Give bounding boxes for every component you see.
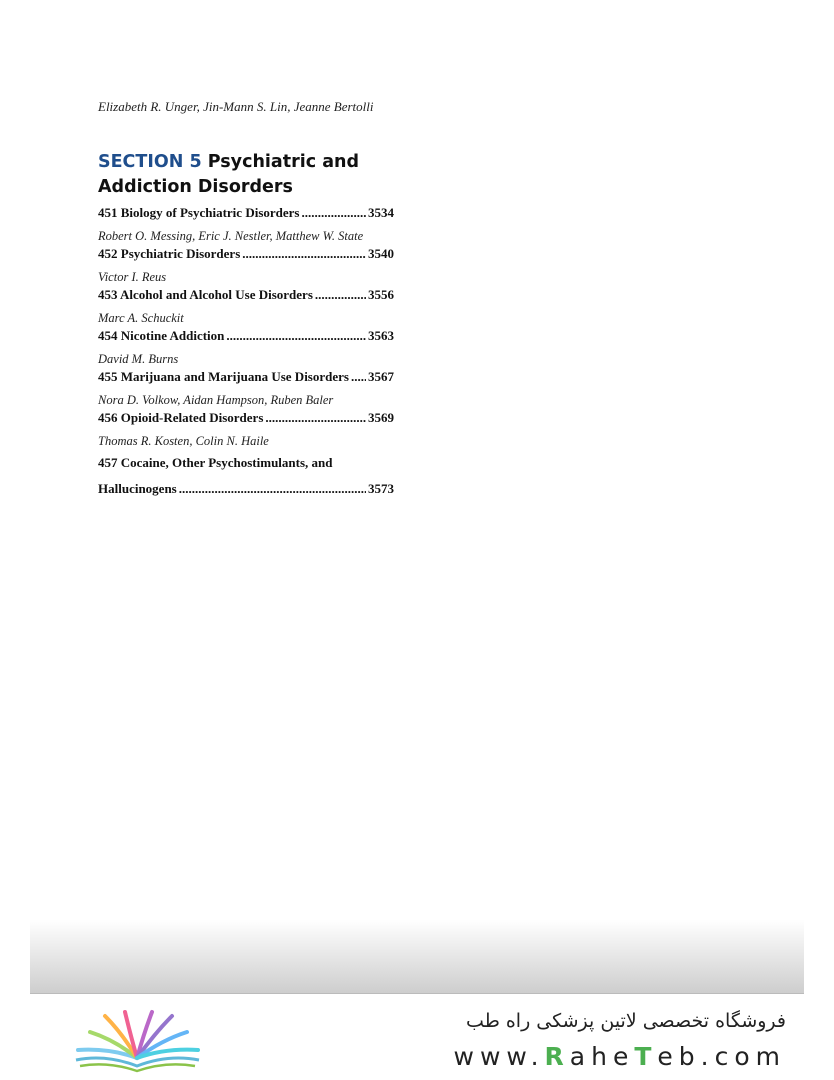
toc-entry-454[interactable] — [98, 327, 394, 368]
entry-authors: David M. Burns — [98, 352, 179, 366]
previous-chapter-authors: Elizabeth R. Unger, Jin-Mann S. Lin, Jeanne Bertolli — [98, 99, 374, 114]
entry-title: 452 Psychiatric Disorders — [98, 246, 241, 261]
toc-entry-455[interactable] — [98, 368, 394, 409]
entry-page: 3573 — [368, 481, 394, 496]
entry-page: 3556 — [368, 287, 394, 302]
toc-entry-451[interactable] — [98, 204, 394, 245]
entry-title: 456 Opioid-Related Disorders — [98, 410, 264, 425]
leader-dots — [351, 368, 366, 386]
open-book-logo-icon — [70, 1008, 205, 1076]
leader-dots — [242, 245, 366, 263]
url-suffix: eb.com — [657, 1042, 786, 1071]
leader-dots — [179, 476, 366, 502]
entry-title-line2: Hallucinogens — [98, 481, 177, 496]
entry-authors: Nora D. Volkow, Aidan Hampson, Ruben Baler — [98, 393, 334, 407]
entry-authors: Thomas R. Kosten, Colin N. Haile — [98, 434, 269, 448]
entry-page: 3567 — [368, 369, 394, 384]
entry-title: 454 Nicotine Addiction — [98, 328, 225, 343]
entry-title: 451 Biology of Psychiatric Disorders — [98, 205, 300, 220]
footer-shadow — [30, 920, 804, 994]
store-name: فروشگاه تخصصی لاتین پزشکی راه طب — [466, 1010, 786, 1032]
section-heading — [98, 150, 398, 200]
entry-page: 3563 — [368, 328, 394, 343]
entry-title-line1: 457 Cocaine, Other Psychostimulants, and — [98, 455, 333, 470]
leader-dots — [265, 409, 366, 427]
entry-authors: Victor I. Reus — [98, 270, 167, 284]
entry-title: 455 Marijuana and Marijuana Use Disorders — [98, 369, 349, 384]
url-letter-r: R — [544, 1042, 570, 1071]
site-url[interactable] — [454, 1042, 786, 1071]
toc-entry-453[interactable] — [98, 286, 394, 327]
toc-section — [98, 150, 398, 502]
url-prefix: www. — [453, 1042, 545, 1071]
entry-page: 3569 — [368, 410, 394, 425]
section-number: SECTION 5 — [98, 152, 202, 172]
leader-dots — [315, 286, 366, 304]
leader-dots — [301, 204, 366, 222]
toc-entry-456[interactable] — [98, 409, 394, 450]
entry-page: 3540 — [368, 246, 394, 261]
toc-entry-457[interactable] — [98, 450, 394, 502]
toc-entry-452[interactable] — [98, 245, 394, 286]
leader-dots — [226, 327, 366, 345]
entry-title: 453 Alcohol and Alcohol Use Disorders — [98, 287, 313, 302]
entry-authors: Robert O. Messing, Eric J. Nestler, Matthew W. State — [98, 229, 364, 243]
entry-page: 3534 — [368, 205, 394, 220]
section-title: Psychiatric and Addiction Disorders — [98, 152, 359, 197]
entry-authors: Marc A. Schuckit — [98, 311, 184, 325]
url-letter-t: T — [634, 1042, 658, 1071]
footer-divider — [30, 993, 804, 994]
url-mid: ahe — [569, 1042, 635, 1071]
